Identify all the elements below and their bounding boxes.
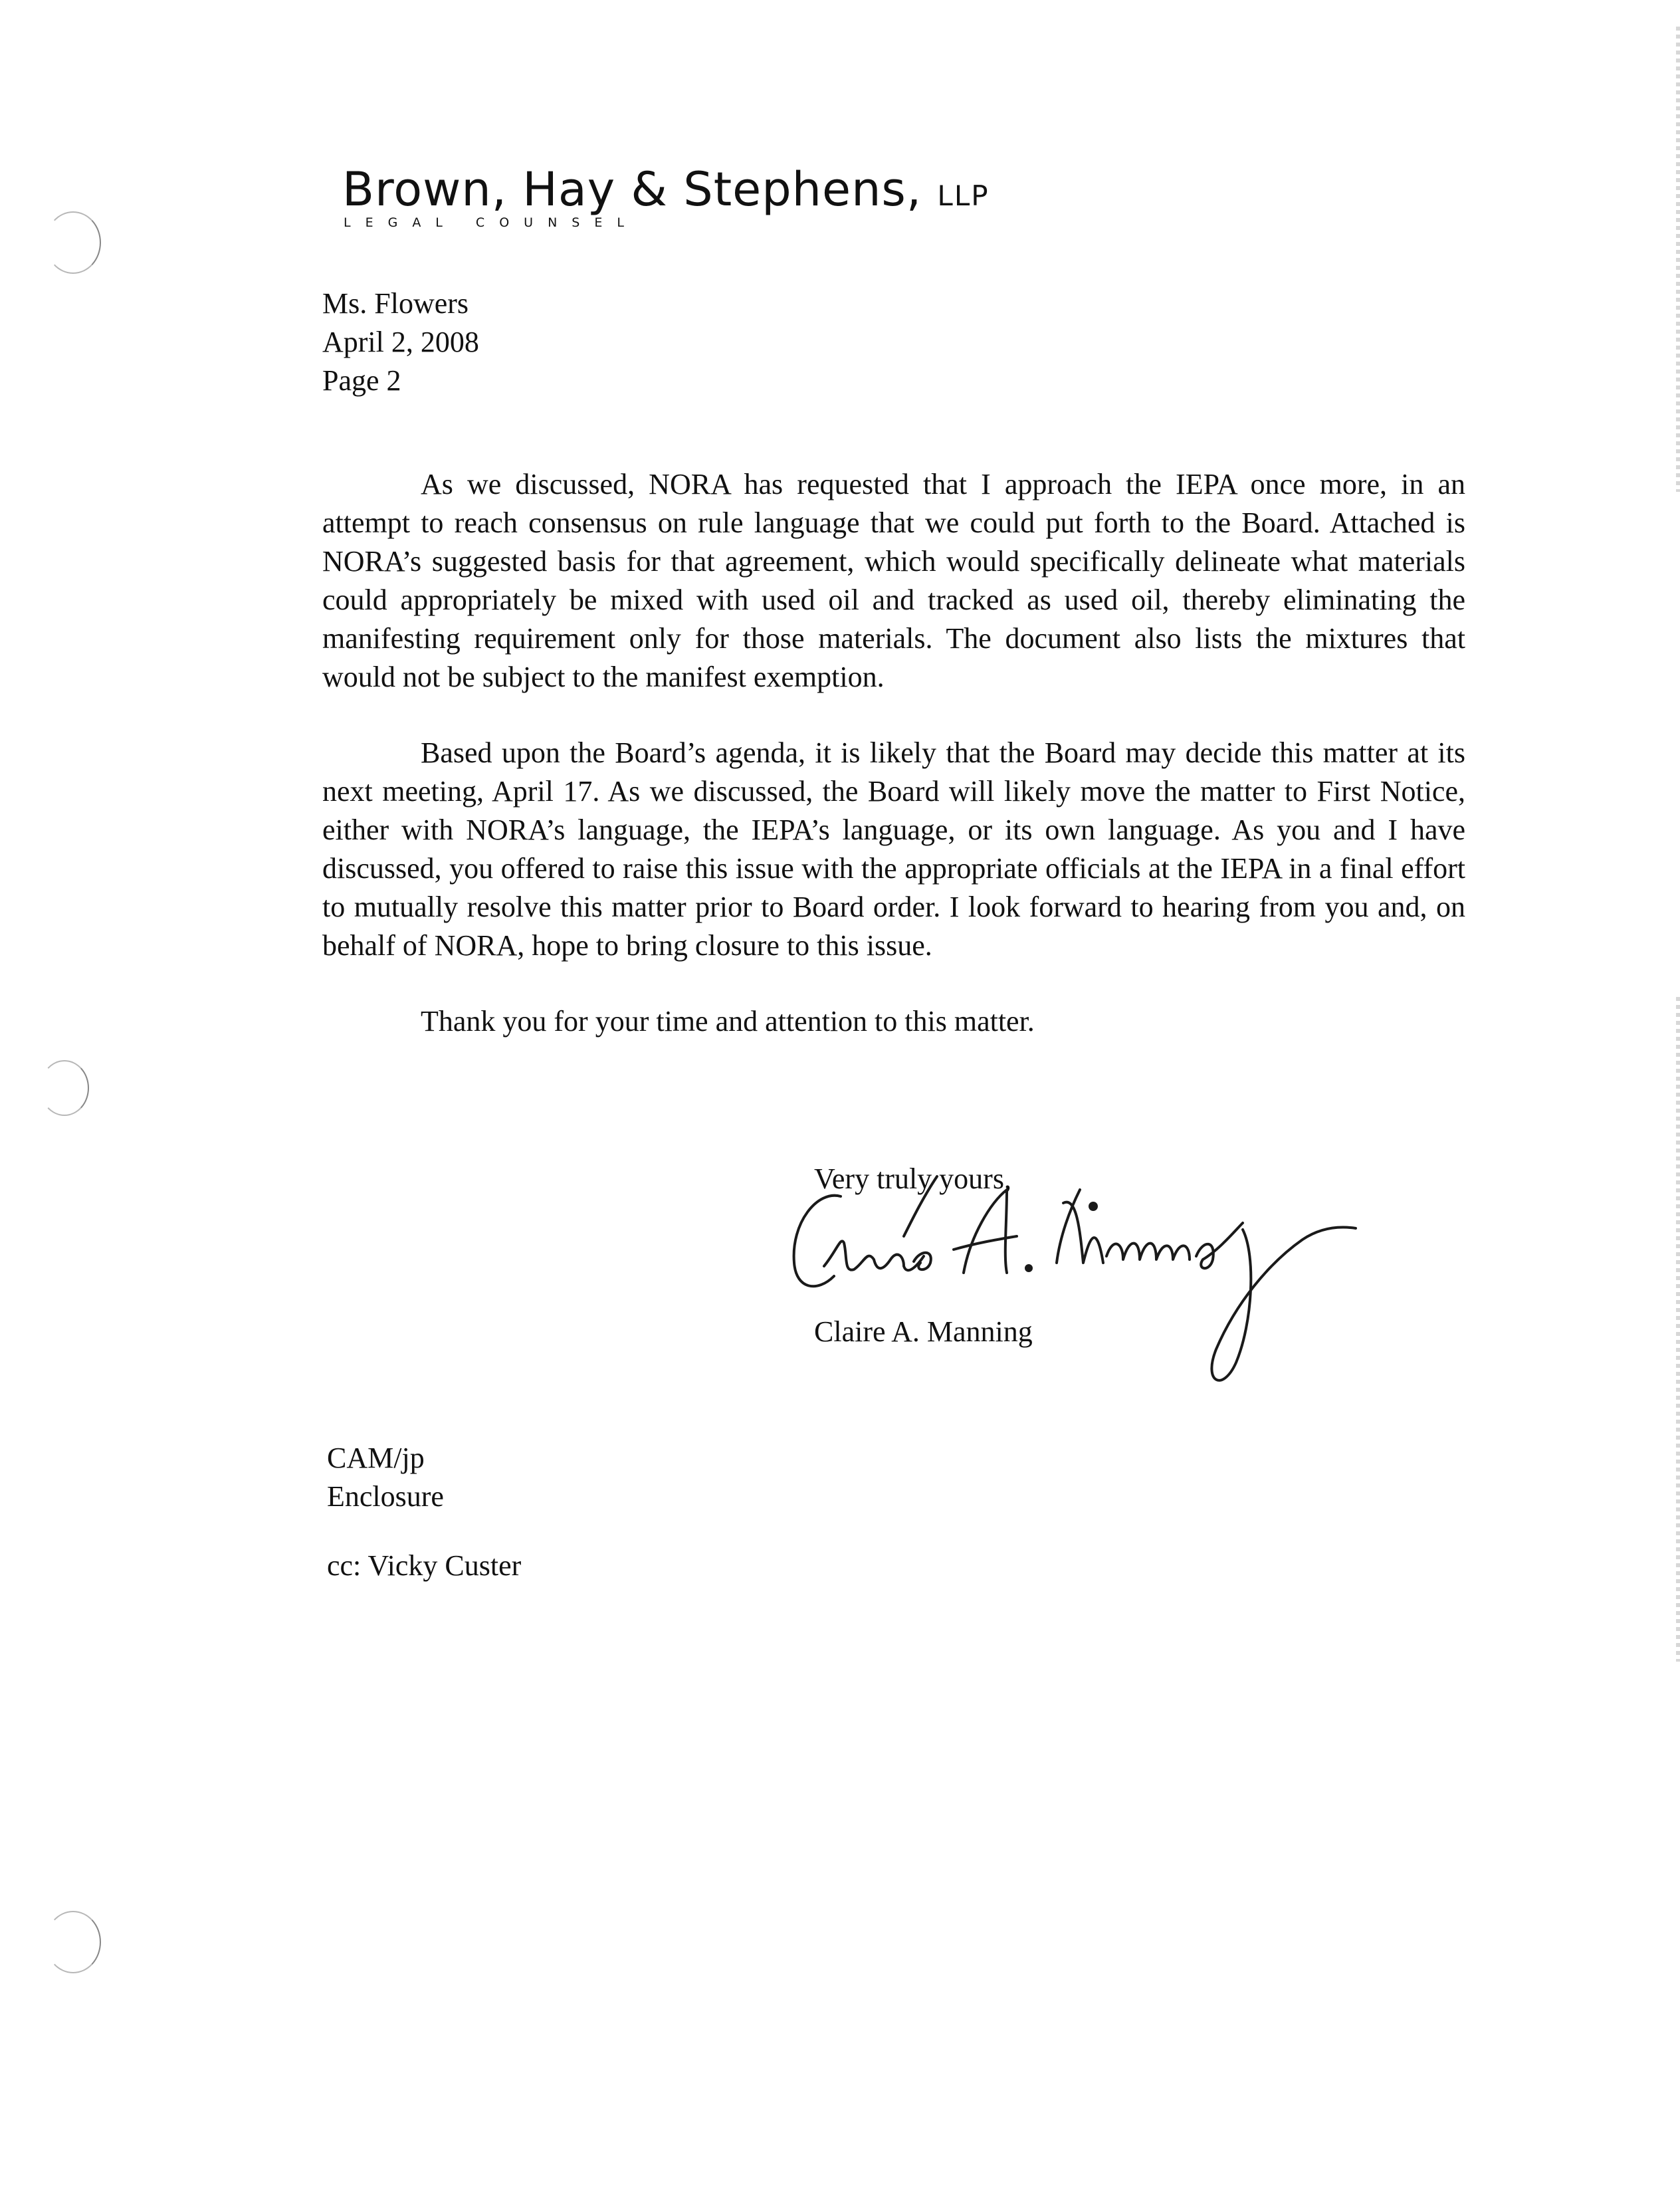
letterhead	[342, 162, 990, 230]
hole-punch-top	[45, 211, 101, 274]
firm-name-text: Brown, Hay & Stephens,	[342, 162, 922, 217]
letter-notations	[327, 1439, 521, 1585]
scan-edge-mark-lower	[1676, 997, 1680, 1662]
firm-name	[342, 162, 990, 217]
body-paragraph-1: As we discussed, NORA has requested that I approach the IEPA once more, in an attempt to reach consensus on rule language that we could put forth to the Board. Attached is NORA’s suggested basis for that agreement, which would specifically delineate what materials could appropriately be mixed with used oil and tracked as used oil, thereby eliminating the manifesting requirement only for those materials. The document also lists the mixtures that would not be subject to the manifest exemption.	[322, 468, 1465, 693]
firm-subtitle: LEGAL COUNSEL	[344, 215, 639, 230]
signer-name: Claire A. Manning	[814, 1315, 1033, 1348]
hole-punch-bottom	[45, 1911, 101, 1973]
page-number: Page 2	[322, 364, 401, 397]
hole-punch-middle	[40, 1060, 89, 1116]
handwritten-signature	[778, 1150, 1376, 1409]
scan-edge-mark-upper	[1676, 27, 1680, 492]
page-header	[322, 284, 479, 400]
complimentary-close: Very truly yours,	[814, 1162, 1011, 1195]
letter-date: April 2, 2008	[322, 326, 479, 358]
enclosure-notation: Enclosure	[327, 1480, 444, 1513]
cc-notation: cc: Vicky Custer	[327, 1549, 522, 1582]
body-paragraph-2: Based upon the Board’s agenda, it is likely that the Board may decide this matter at its next meeting, April 17. As we discussed, the Board will likely move the matter to First Notice, either with NORA’s language, the IEPA’s language, or its own language. As you and I have discussed, you offered to raise this issue with the appropriate officials at the IEPA in a final effort to mutually resolve this matter prior to Board order. I look forward to hearing from you and, on behalf of NORA, hope to bring closure to this issue.	[322, 736, 1465, 962]
firm-suffix: LLP	[937, 179, 990, 212]
reference-initials: CAM/jp	[327, 1442, 425, 1474]
recipient-name: Ms. Flowers	[322, 287, 469, 320]
body-paragraph-3: Thank you for your time and attention to this matter.	[421, 1005, 1035, 1038]
letter-body	[322, 465, 1465, 1041]
